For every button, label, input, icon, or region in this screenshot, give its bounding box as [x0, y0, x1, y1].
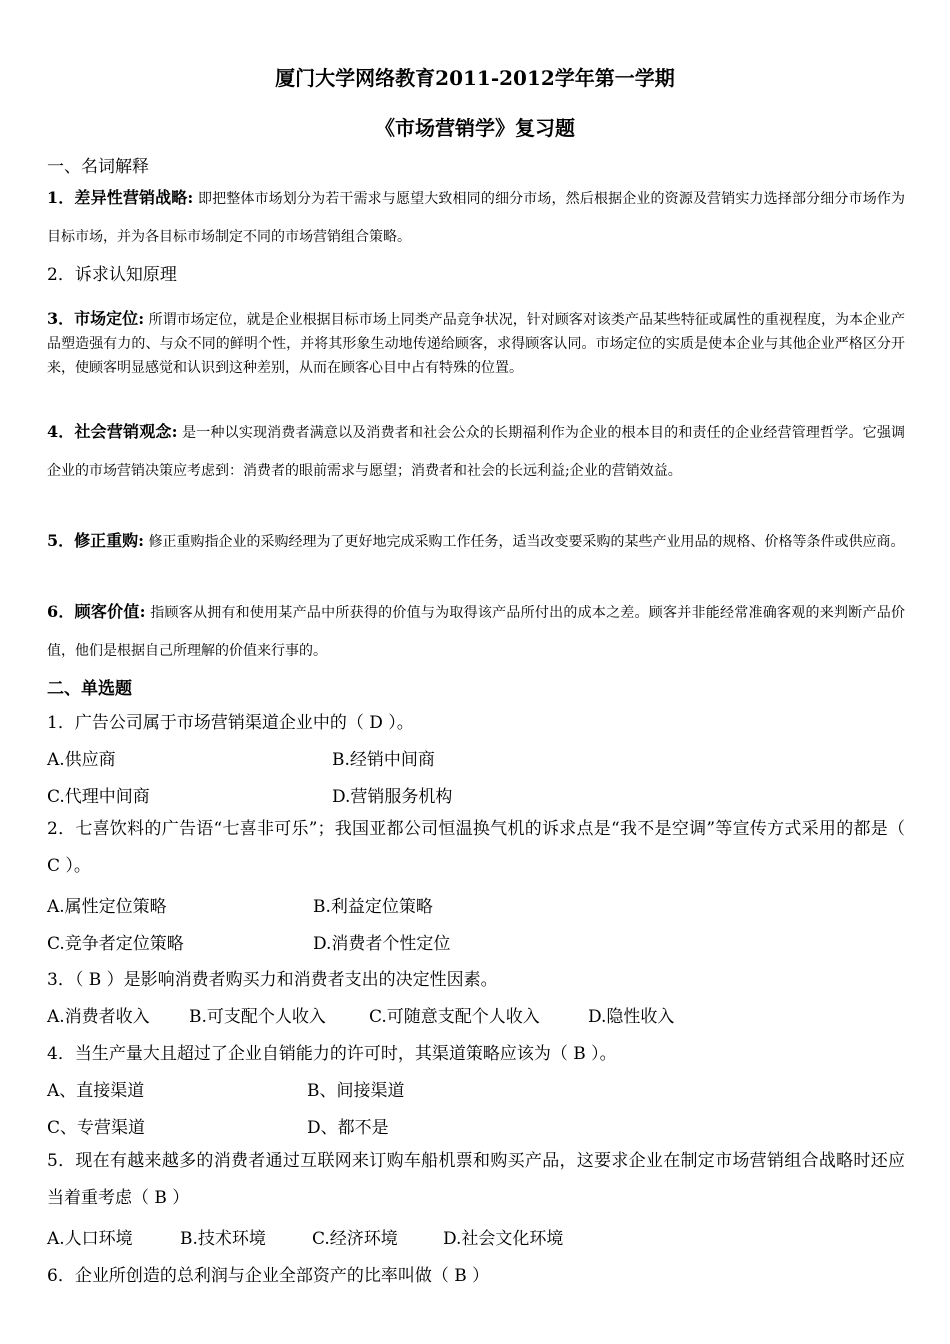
definition-term: 市场定位: [74, 309, 145, 328]
section-heading-single-choice: 二、单选题 [47, 679, 132, 699]
definition-number: 1． [47, 188, 75, 207]
definition-text: 指顾客从拥有和使用某产品中所获得的价值与为取得该产品所付出的成本之差。顾客并非能经常准确客观的来判断产品价值，他们是根据自己所理解的价值来行事的。 [47, 605, 905, 659]
definition-term: 顾客价值: [74, 602, 146, 621]
option-d: D.消费者个性定位 [313, 934, 451, 954]
definition-number: 3． [47, 309, 75, 328]
option-b: B.可支配个人收入 [189, 1007, 326, 1027]
question-text: 6．企业所创造的总利润与企业全部资产的比率叫做（ B ） [47, 1266, 490, 1286]
definition-text: 修正重购指企业的采购经理为了更好地完成采购工作任务，适当改变要采购的某些产业用品的规格、价格等条件或供应商。 [144, 534, 905, 550]
definition-number: 6． [47, 602, 75, 621]
option-c: C.可随意支配个人收入 [369, 1007, 540, 1027]
definition-item [47, 522, 905, 561]
option-a: A.属性定位策略 [47, 897, 167, 917]
option-a: A.消费者收入 [47, 1007, 150, 1027]
definition-item [47, 260, 177, 285]
definition-item [47, 179, 905, 256]
option-c: C、专营渠道 [47, 1118, 146, 1138]
definition-item [47, 307, 905, 380]
question-text: 3．（ B ）是影响消费者购买力和消费者支出的决定性因素。 [47, 970, 498, 990]
option-b: B.技术环境 [180, 1229, 266, 1249]
question-text: 4．当生产量大且超过了企业自销能力的许可时，其渠道策略应该为（ B ）。 [47, 1044, 617, 1064]
document-title: 厦门大学网络教育2011-2012学年第一学期 [275, 66, 675, 90]
definition-text: 是一种以实现消费者满意以及消费者和社会公众的长期福利作为企业的根本目的和责任的企业经营管理哲学。它强调企业的市场营销决策应考虑到：消费者的眼前需求与愿望；消费者和社会的长远利益;企业的营销效益。 [47, 425, 905, 479]
option-d: D、都不是 [307, 1118, 389, 1138]
question-text: 2．七喜饮料的广告语“七喜非可乐”；我国亚都公司恒温换气机的诉求点是“我不是空调”等宣传方式采用的都是（ C ）。 [47, 819, 905, 876]
option-a: A、直接渠道 [47, 1081, 145, 1101]
definition-item [47, 413, 905, 490]
option-c: C.竞争者定位策略 [47, 934, 184, 954]
definition-item [47, 593, 905, 670]
option-c: C.经济环境 [312, 1229, 398, 1249]
option-b: B.利益定位策略 [313, 897, 433, 917]
definition-text: 诉求认知原理 [74, 265, 177, 285]
option-b: B.经销中间商 [332, 750, 435, 770]
question-text: 1．广告公司属于市场营销渠道企业中的（ D ）。 [47, 713, 414, 733]
definition-text: 所谓市场定位，就是企业根据目标市场上同类产品竞争状况，针对顾客对该类产品某些特征或属性的重视程度，为本企业产品塑造强有力的、与众不同的鲜明个性，并将其形象生动地传递给顾客，求得顾客认同。市场定位的实质是使本企业与其他企业严格区分开来，使顾客明显感觉和认识到这种差别，从而在顾客心目中占有特殊的位置。 [47, 312, 905, 376]
definition-term: 差异性营销战略: [74, 188, 194, 207]
definition-text: 即把整体市场划分为若干需求与愿望大致相同的细分市场，然后根据企业的资源及营销实力选择部分细分市场作为目标市场，并为各目标市场制定不同的市场营销组合策略。 [47, 191, 905, 245]
option-a: A.人口环境 [47, 1229, 133, 1249]
option-a: A.供应商 [47, 750, 116, 770]
option-b: B、间接渠道 [307, 1081, 405, 1101]
option-d: D.隐性收入 [588, 1007, 675, 1027]
option-d: D.营销服务机构 [332, 787, 453, 807]
document-subtitle: 《市场营销学》复习题 [375, 116, 575, 140]
definition-term: 修正重购: [74, 531, 145, 550]
question-text: 5．现在有越来越多的消费者通过互联网来订购车船机票和购买产品，这要求企业在制定市场营销组合战略时还应当着重考虑（ B ） [47, 1151, 905, 1208]
definition-number: 5． [47, 531, 75, 550]
section-heading-definitions: 一、名词解释 [47, 157, 149, 177]
option-d: D.社会文化环境 [443, 1229, 564, 1249]
definition-number: 2． [47, 265, 75, 285]
option-c: C.代理中间商 [47, 787, 150, 807]
definition-number: 4． [47, 422, 75, 441]
definition-term: 社会营销观念: [74, 422, 178, 441]
